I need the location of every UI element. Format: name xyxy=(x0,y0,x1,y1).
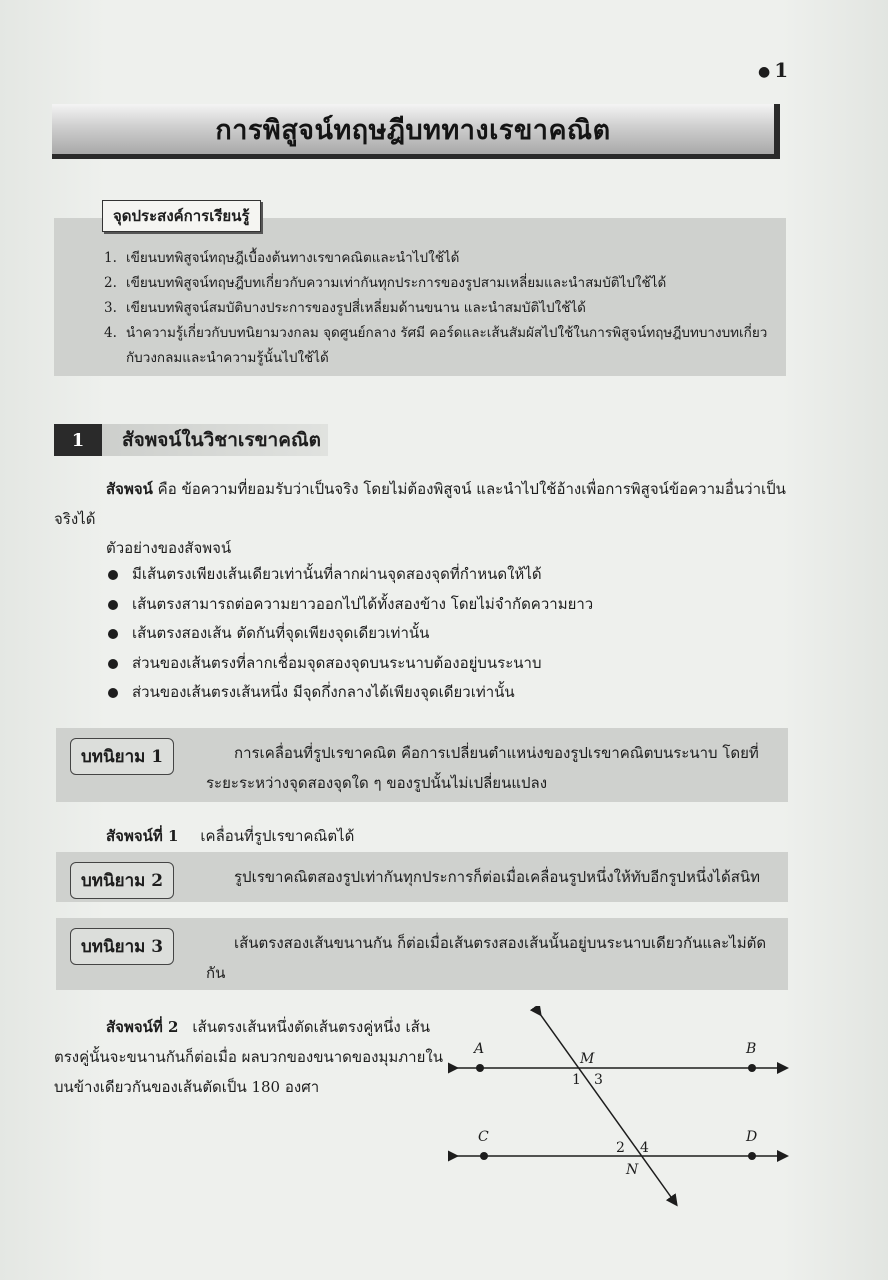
section-title: สัจพจน์ในวิชาเรขาคณิต xyxy=(122,429,321,451)
definition-3-box xyxy=(56,918,788,990)
definition-text: รูปเรขาคณิตสองรูปเท่ากันทุกประการก็ต่อเมื่อเคลื่อนรูปหนึ่งให้ทับอีกรูปหนึ่งได้สนิท xyxy=(234,868,760,886)
parallel-lines-figure xyxy=(448,1006,794,1220)
label-b: B xyxy=(746,1041,757,1057)
label-n: N xyxy=(626,1162,639,1178)
label-c: C xyxy=(478,1129,489,1145)
definition-2-box xyxy=(56,852,788,902)
label-m: M xyxy=(580,1051,595,1067)
point-c xyxy=(480,1152,488,1160)
point-a xyxy=(476,1064,484,1072)
section-number: 1 xyxy=(54,424,102,456)
objective-item: 2. เขียนบทพิสูจน์ทฤษฎีบทเกี่ยวกับความเท่ากันทุกประการของรูปสามเหลี่ยมและนำสมบัติไปใช้ได้ xyxy=(104,275,667,291)
postulate-1: สัจพจน์ที่ 1 เคลื่อนที่รูปเรขาคณิตได้ xyxy=(106,827,355,845)
definition-1-box xyxy=(56,728,788,802)
definition-tag: บทนิยาม 3 xyxy=(70,928,174,965)
angle-1-label: 1 xyxy=(572,1072,581,1088)
page-number: ● 1 xyxy=(758,58,789,82)
angle-4-label: 4 xyxy=(640,1140,649,1156)
section-heading xyxy=(54,424,328,456)
objectives-list xyxy=(104,246,774,371)
objective-item: 4. นำความรู้เกี่ยวกับบทนิยามวงกลม จุดศูนย์กลาง รัศมี คอร์ดและเส้นสัมผัสไปใช้ในการพิสูจน์ทฤษฎีบทบางบทเกี่ยวกับวงกลมและนำความรู้นั้นไปใช้ได้ xyxy=(104,325,768,366)
definition-text: เส้นตรงสองเส้นขนานกัน ก็ต่อเมื่อเส้นตรงสองเส้นนั้นอยู่บนระนาบเดียวกันและไม่ตัดกัน xyxy=(206,934,767,982)
list-item: เส้นตรงสามารถต่อความยาวออกไปได้ทั้งสองข้าง โดยไม่จำกัดความยาว xyxy=(106,590,593,620)
objective-item: 3. เขียนบทพิสูจน์สมบัติบางประการของรูปสี่เหลี่ยมด้านขนาน และนำสมบัติไปใช้ได้ xyxy=(104,300,586,316)
list-item: ส่วนของเส้นตรงเส้นหนึ่ง มีจุดกึ่งกลางได้เพียงจุดเดียวเท่านั้น xyxy=(106,678,593,708)
label-a: A xyxy=(474,1041,485,1057)
angle-2-label: 2 xyxy=(616,1140,625,1156)
list-item: มีเส้นตรงเพียงเส้นเดียวเท่านั้นที่ลากผ่านจุดสองจุดที่กำหนดให้ได้ xyxy=(106,560,593,590)
list-item: ส่วนของเส้นตรงที่ลากเชื่อมจุดสองจุดบนระนาบต้องอยู่บนระนาบ xyxy=(106,649,593,679)
chapter-title: การพิสูจน์ทฤษฎีบททางเรขาคณิต xyxy=(215,114,611,146)
definition-tag: บทนิยาม 2 xyxy=(70,862,174,899)
objective-item: 1. เขียนบทพิสูจน์ทฤษฎีเบื้องต้นทางเรขาคณิตและนำไปใช้ได้ xyxy=(104,250,460,266)
point-d xyxy=(748,1152,756,1160)
point-b xyxy=(748,1064,756,1072)
examples-label: ตัวอย่างของสัจพจน์ xyxy=(106,539,232,557)
angle-3-label: 3 xyxy=(594,1072,603,1088)
axiom-examples-list xyxy=(106,560,593,708)
label-d: D xyxy=(746,1129,758,1145)
definition-tag: บทนิยาม 1 xyxy=(70,738,174,775)
axiom-definition: สัจพจน์ คือ ข้อความที่ยอมรับว่าเป็นจริง โดยไม่ต้องพิสูจน์ และนำไปใช้อ้างเพื่อการพิสูจน์ข้อความอื่นว่าเป็นจริงได้ xyxy=(54,480,786,528)
transversal-line xyxy=(540,1014,676,1204)
chapter-title-banner xyxy=(52,104,780,159)
definition-text: การเคลื่อนที่รูปเรขาคณิต คือการเปลี่ยนตำแหน่งของรูปเรขาคณิตบนระนาบ โดยที่ระยะระหว่างจุดสองจุดใด ๆ ของรูปนั้นไม่เปลี่ยนแปลง xyxy=(206,744,759,792)
list-item: เส้นตรงสองเส้น ตัดกันที่จุดเพียงจุดเดียวเท่านั้น xyxy=(106,619,593,649)
objectives-label: จุดประสงค์การเรียนรู้ xyxy=(102,200,261,232)
postulate-2: สัจพจน์ที่ 2 เส้นตรงเส้นหนึ่งตัดเส้นตรงคู่หนึ่ง เส้นตรงคู่นั้นจะขนานกันก็ต่อเมื่อ ผลบวกของขนาดของมุมภายในบนข้างเดียวกันของเส้นตัดเป็น 180 องศา xyxy=(54,1018,443,1096)
